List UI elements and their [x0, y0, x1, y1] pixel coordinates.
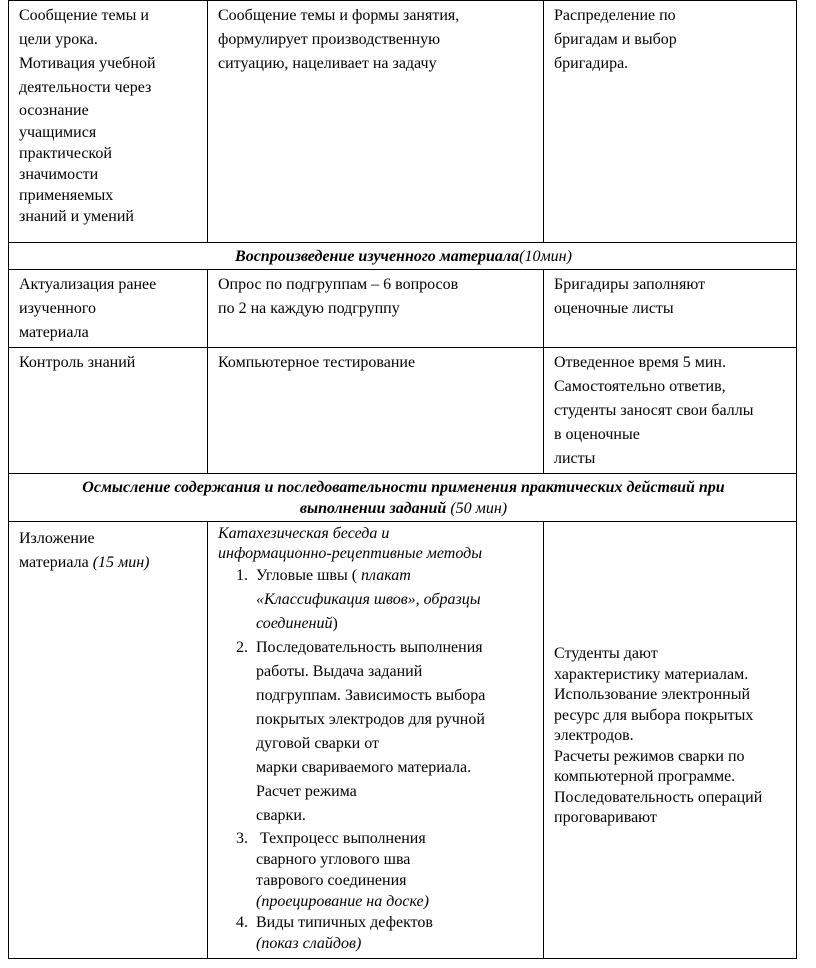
- text-line: проговаривают: [554, 809, 657, 826]
- stage-cell: [9, 270, 208, 348]
- text-line: (показ слайдов): [256, 935, 362, 952]
- stage-cell: [9, 522, 208, 959]
- text-line: компьютерной программе.: [554, 768, 736, 785]
- text-line: сварки.: [256, 807, 306, 824]
- text-line: Изложение: [19, 530, 95, 547]
- text-line: Студенты дают: [554, 645, 658, 662]
- table-row: [9, 348, 797, 474]
- section-title-line1: Осмысление содержания и последовательности применения практических действий при: [82, 479, 725, 496]
- text-line: Использование электронный: [554, 686, 751, 703]
- section-time: (50 мин): [450, 500, 508, 517]
- text-line: знаний и умений: [19, 208, 134, 225]
- text-line: материала: [19, 324, 89, 341]
- text-line: ситуацию, нацеливает на задачу: [218, 55, 437, 72]
- text-line: ресурс для выбора покрытых: [554, 706, 754, 724]
- text-line: формулирует производственную: [218, 31, 441, 48]
- text-part: плакат: [361, 567, 411, 584]
- student-activity-cell: [544, 270, 797, 348]
- stage-cell: [9, 348, 208, 474]
- text-line: таврового соединения: [256, 872, 407, 889]
- text-part: материала: [19, 554, 89, 571]
- list-number: 3.: [236, 830, 248, 847]
- section-row: [9, 243, 797, 270]
- list-item: [218, 636, 535, 828]
- text-line: оценочные листы: [554, 300, 674, 317]
- text-part: ): [332, 615, 338, 632]
- section-heading: [9, 474, 797, 522]
- text-line: Техпроцесс выполнения: [256, 830, 426, 847]
- text-line: Виды типичных дефектов: [256, 914, 433, 931]
- text-line: Контроль знаний: [19, 354, 136, 371]
- text-line: значимости: [19, 166, 99, 183]
- list-text: [256, 636, 535, 828]
- text-line: студенты заносят свои баллы: [554, 402, 754, 419]
- text-line: «Классификация швов», образцы: [256, 591, 481, 608]
- student-activity-cell: [544, 522, 797, 959]
- text-line: [19, 551, 199, 575]
- list-text: [256, 828, 535, 912]
- table-row: [9, 522, 797, 959]
- text-line: применяемых: [19, 187, 114, 204]
- list-item: [218, 828, 535, 912]
- table-row: [9, 270, 797, 348]
- list-number: 4.: [236, 914, 248, 931]
- student-activity-cell: [544, 348, 797, 474]
- section-time: (10мин): [519, 248, 572, 265]
- text-line: характеристику материалам.: [554, 665, 749, 683]
- text-line: электродов.: [554, 727, 634, 744]
- methods-line: информационно-рецептивные методы: [218, 545, 483, 562]
- section-title-line2: [19, 498, 788, 519]
- text-line: Компьютерное тестирование: [218, 354, 416, 371]
- section-row: [9, 474, 797, 522]
- text-line: работы. Выдача заданий: [256, 663, 423, 680]
- text-line: Опрос по подгруппам – 6 вопросов: [218, 276, 459, 293]
- text-line: Мотивация учебной: [19, 55, 156, 72]
- text-line: осознание: [19, 102, 89, 119]
- text-line: Самостоятельно ответив,: [554, 378, 726, 395]
- text-line: Последовательность выполнения: [256, 639, 483, 656]
- text-line: Актуализация ранее: [19, 276, 157, 293]
- text-line: подгруппам. Зависимость выбора: [256, 687, 486, 704]
- list-text: [256, 564, 535, 636]
- teacher-activity-cell: [208, 270, 544, 348]
- text-line: Отведенное время 5 мин.: [554, 354, 726, 371]
- lesson-plan-table: [8, 0, 797, 959]
- time-note: (15 мин): [92, 554, 150, 571]
- text-line: Сообщение темы и формы занятия,: [218, 7, 460, 24]
- list-text: [256, 912, 535, 954]
- list-number: 2.: [236, 639, 248, 656]
- text-line: Последовательность операций: [554, 788, 763, 806]
- list-item: [218, 564, 535, 636]
- section-title-part: выполнении заданий: [299, 500, 447, 517]
- teacher-activity-cell: [208, 522, 544, 959]
- text-line: практической: [19, 145, 112, 162]
- text-line: дуговой сварки от: [256, 735, 379, 752]
- text-part: Угловые швы (: [256, 567, 362, 584]
- text-line: Сообщение темы и: [19, 7, 149, 24]
- text-line: в оценочные: [554, 426, 640, 443]
- methods-line: Катахезическая беседа и: [218, 525, 390, 542]
- table-row: [9, 1, 797, 243]
- student-activity-cell: [544, 1, 797, 243]
- section-title: Воспроизведение изученного материала: [235, 248, 520, 265]
- list-item: [218, 912, 535, 954]
- text-line: деятельности через: [19, 79, 152, 96]
- list-number: 1.: [236, 567, 248, 584]
- teacher-activity-cell: [208, 1, 544, 243]
- text-line: бригадам и выбор: [554, 31, 677, 48]
- teacher-activity-cell: [208, 348, 544, 474]
- stage-cell: [9, 1, 208, 243]
- text-line: марки свариваемого материала.: [256, 759, 472, 776]
- text-part: соединений: [256, 615, 333, 632]
- text-line: листы: [554, 450, 596, 467]
- section-heading: [9, 243, 797, 270]
- text-line: (проецирование на доске): [256, 893, 429, 910]
- text-line: цели урока.: [19, 31, 98, 48]
- text-line: покрытых электродов для ручной: [256, 711, 485, 728]
- text-line: сварного углового шва: [256, 851, 411, 868]
- text-line: Бригадиры заполняют: [554, 276, 706, 293]
- text-line: бригадира.: [554, 55, 629, 72]
- text-line: изученного: [19, 300, 96, 317]
- text-line: Расчет режима: [256, 783, 357, 800]
- text-line: Расчеты режимов сварки по: [554, 747, 745, 765]
- text-line: по 2 на каждую подгруппу: [218, 300, 400, 317]
- text-line: учащимися: [19, 124, 97, 141]
- text-line: Распределение по: [554, 7, 676, 24]
